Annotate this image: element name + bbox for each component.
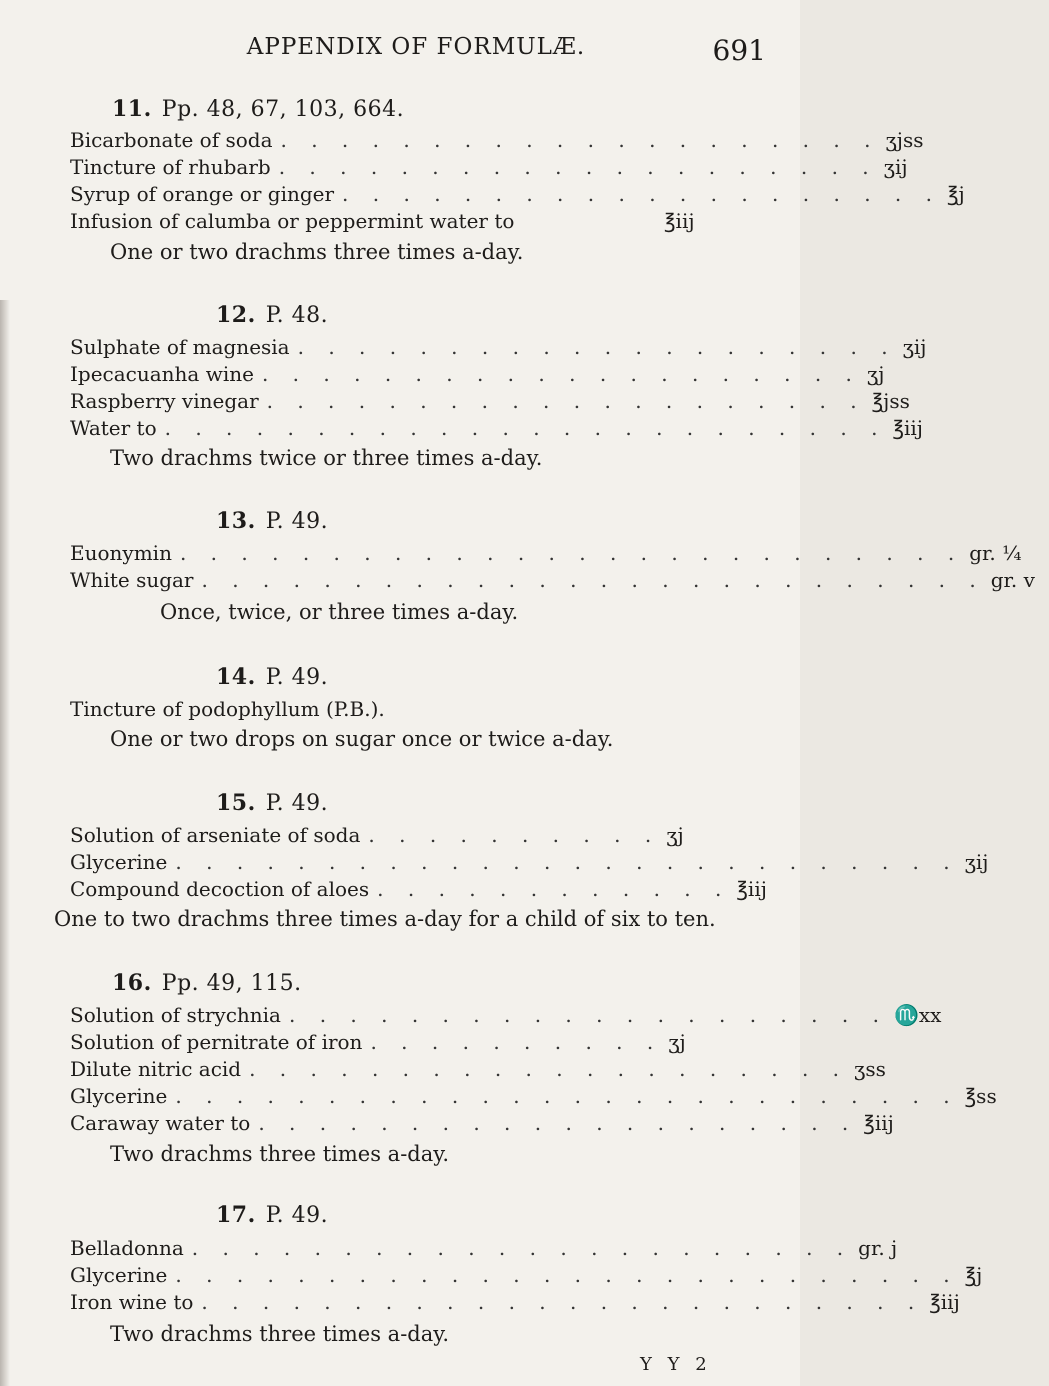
- ingredient-amount: ℥iij: [736, 877, 767, 901]
- formula-ref: P. 49.: [265, 1203, 329, 1228]
- formula-ref: P. 48.: [265, 303, 329, 328]
- formula-heading: [216, 508, 328, 534]
- ingredient-amount: gr. v: [990, 568, 1035, 592]
- page-number: 691: [712, 34, 766, 67]
- ingredient-name: Euonymin: [70, 541, 172, 565]
- formula-heading: [216, 664, 328, 690]
- ingredient-name: Glycerine: [70, 1084, 168, 1108]
- ingredient-amount: ʒj: [668, 1030, 686, 1054]
- formula-ref: Pp. 49, 115.: [161, 971, 302, 996]
- ingredient-row: Solution of pernitrate of iron . . . . . . . . . . ʒj: [70, 1030, 722, 1054]
- ingredient-name: Ipecacuanha wine: [70, 362, 254, 386]
- ingredient-row: Sulphate of magnesia . . . . . . . . . . . . . . . . . . . . ʒij: [70, 335, 722, 359]
- ingredient-row: Tincture of rhubarb . . . . . . . . . . . . . . . . . . . . ʒij: [70, 155, 722, 179]
- ingredient-amount: ʒij: [902, 335, 927, 359]
- ingredient-name: Sulphate of magnesia: [70, 335, 290, 359]
- dosage-direction: Two drachms three times a-day.: [110, 1322, 450, 1346]
- formula-number: 12.: [216, 302, 256, 328]
- dosage-direction: One or two drops on sugar once or twice a-day.: [110, 727, 614, 751]
- ingredient-row: Syrup of orange or ginger . . . . . . . . . . . . . . . . . . . . ℥j: [70, 182, 722, 206]
- ingredient-name: Belladonna: [70, 1236, 184, 1260]
- ingredient-amount: ℥jss: [871, 389, 910, 413]
- formula-ref: P. 49.: [265, 509, 329, 534]
- signature-mark: Y Y 2: [640, 1354, 712, 1375]
- ingredient-row: Solution of strychnia . . . . . . . . . . . . . . . . . . . . ♏xx: [70, 1003, 722, 1027]
- formula-number: 11.: [112, 96, 152, 122]
- ingredient-amount: ℥j: [964, 1263, 983, 1287]
- ingredient-amount: ʒij: [964, 850, 989, 874]
- ingredient-name: Infusion of calumba or peppermint water to: [70, 209, 515, 233]
- ingredient-name: Glycerine: [70, 850, 168, 874]
- ingredient-name: Syrup of orange or ginger: [70, 182, 335, 206]
- ingredient-amount: ʒss: [854, 1057, 886, 1081]
- ingredient-name: Raspberry vinegar: [70, 389, 259, 413]
- dosage-direction: Two drachms three times a-day.: [110, 1142, 450, 1166]
- ingredient-amount: ʒj: [866, 362, 885, 386]
- ingredient-amount: ℥iij: [863, 1111, 894, 1135]
- ingredient-row: [70, 209, 722, 233]
- ingredient-row: Raspberry vinegar . . . . . . . . . . . . . . . . . . . . ℥jss: [70, 389, 722, 413]
- formula-number: 15.: [216, 790, 256, 816]
- formula-heading: [112, 970, 302, 996]
- ingredient-amount: gr. j: [858, 1236, 898, 1260]
- ingredient-amount: ℥ss: [964, 1084, 997, 1108]
- ingredient-amount: ℥j: [947, 182, 965, 206]
- ingredient-row: Glycerine . . . . . . . . . . . . . . . . . . . . . . . . . . ℥ss: [70, 1084, 722, 1108]
- ingredient-row: Compound decoction of aloes . . . . . . . . . . . . ℥iij: [70, 877, 722, 901]
- ingredient-row: Caraway water to . . . . . . . . . . . . . . . . . . . . ℥iij: [70, 1111, 722, 1135]
- ingredient-name: Water to: [70, 416, 157, 440]
- formula-ref: Pp. 48, 67, 103, 664.: [161, 97, 405, 122]
- ingredient-row: Glycerine . . . . . . . . . . . . . . . . . . . . . . . . . . ℥j: [70, 1263, 722, 1287]
- formula-ref: P. 49.: [265, 665, 329, 690]
- formula-heading: [216, 1202, 328, 1228]
- formula-heading: [216, 302, 328, 328]
- ingredient-amount: ʒjss: [885, 128, 924, 152]
- ingredient-amount: ♏xx: [893, 1003, 942, 1027]
- formula-number: 16.: [112, 970, 152, 996]
- ingredient-name: Tincture of podophyllum (P.B.).: [70, 697, 385, 721]
- formula-heading: [216, 790, 328, 816]
- ingredient-name: Tincture of rhubarb: [70, 155, 271, 179]
- formula-number: 17.: [216, 1202, 256, 1228]
- ingredient-name: Solution of arseniate of soda: [70, 823, 361, 847]
- page-edge-shadow: [0, 300, 10, 1386]
- dosage-direction: One or two drachms three times a-day.: [110, 240, 524, 264]
- formula-number: 14.: [216, 664, 256, 690]
- ingredient-amount: gr. ¼: [969, 541, 1022, 565]
- dosage-direction: Once, twice, or three times a-day.: [160, 600, 519, 624]
- ingredient-row: Solution of arseniate of soda . . . . . . . . . . ʒj: [70, 823, 722, 847]
- ingredient-name: Bicarbonate of soda: [70, 128, 273, 152]
- ingredient-row: White sugar . . . . . . . . . . . . . . . . . . . . . . . . . . gr. v: [70, 568, 722, 592]
- ingredient-amount: ʒij: [883, 155, 908, 179]
- ingredient-row: Water to . . . . . . . . . . . . . . . . . . . . . . . . ℥iij: [70, 416, 722, 440]
- ingredient-name: Dilute nitric acid: [70, 1057, 242, 1081]
- dosage-direction: One to two drachms three times a-day for a child of six to ten.: [54, 907, 716, 931]
- ingredient-name: Compound decoction of aloes: [70, 877, 370, 901]
- running-head: APPENDIX OF FORMULÆ.: [246, 34, 586, 60]
- ingredient-row: Glycerine . . . . . . . . . . . . . . . . . . . . . . . . . . ʒij: [70, 850, 722, 874]
- ingredient-name: Solution of strychnia: [70, 1003, 281, 1027]
- formula-ref: P. 49.: [265, 791, 329, 816]
- ingredient-amount: ℥iij: [892, 416, 923, 440]
- formula-heading: [112, 96, 404, 122]
- ingredient-name: White sugar: [70, 568, 194, 592]
- dosage-direction: Two drachms twice or three times a-day.: [110, 446, 543, 470]
- ingredient-row: Belladonna . . . . . . . . . . . . . . . . . . . . . . gr. j: [70, 1236, 722, 1260]
- ingredient-name: Glycerine: [70, 1263, 168, 1287]
- ingredient-row: Iron wine to . . . . . . . . . . . . . . . . . . . . . . . . ℥iij: [70, 1290, 722, 1314]
- ingredient-name: Solution of pernitrate of iron: [70, 1030, 363, 1054]
- ingredient-row: Dilute nitric acid . . . . . . . . . . . . . . . . . . . . ʒss: [70, 1057, 722, 1081]
- ingredient-name: Caraway water to: [70, 1111, 251, 1135]
- ingredient-row: Ipecacuanha wine . . . . . . . . . . . . . . . . . . . . ʒj: [70, 362, 722, 386]
- ingredient-row: Euonymin . . . . . . . . . . . . . . . . . . . . . . . . . . gr. ¼: [70, 541, 722, 565]
- ingredient-amount: ℥iij: [929, 1290, 960, 1314]
- ingredient-amount: ℥iij: [664, 209, 695, 233]
- ingredient-amount: ʒj: [666, 823, 684, 847]
- ingredient-row: [70, 697, 722, 721]
- ingredient-name: Iron wine to: [70, 1290, 194, 1314]
- formula-number: 13.: [216, 508, 256, 534]
- ingredient-row: Bicarbonate of soda . . . . . . . . . . . . . . . . . . . . ʒjss: [70, 128, 722, 152]
